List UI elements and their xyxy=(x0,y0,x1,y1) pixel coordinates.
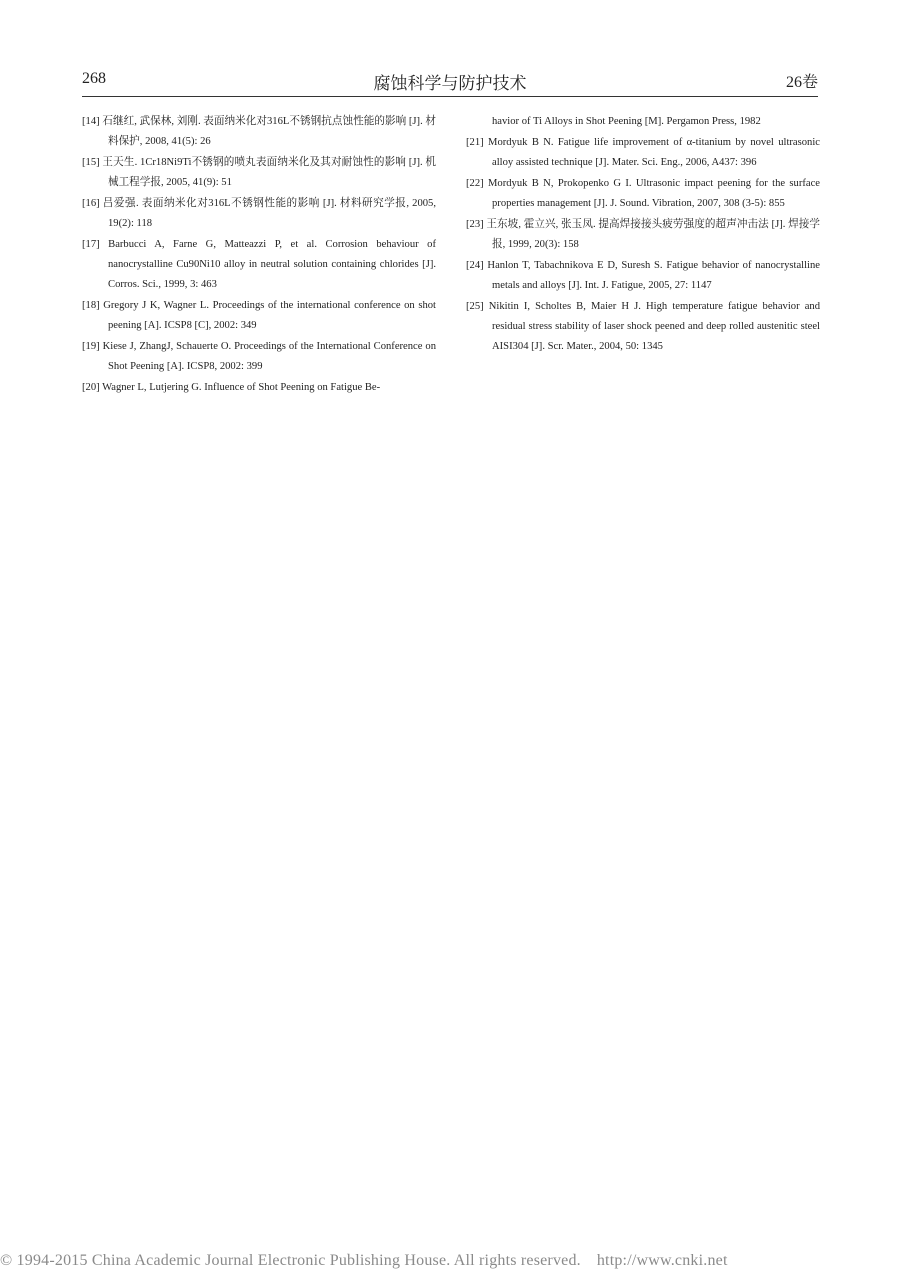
reference-25: [25] Nikitin I, Scholtes B, Maier H J. High temperature fatigue behavior and residual stress stability of laser shock peened and deep rolled austenitic steel AISI304 [J]. Scr. Mater., 2004, 50: 1345 xyxy=(466,301,820,352)
reference-24: [24] Hanlon T, Tabachnikova E D, Suresh S. Fatigue behavior of nanocrystalline metals and alloys [J]. Int. J. Fatigue, 2005, 27: 1147 xyxy=(466,260,820,291)
reference-14: [14] 石继红, 武保林, 刘刚. 表面纳米化对316L不锈钢抗点蚀性能的影响 [J]. 材料保护, 2008, 41(5): 26 xyxy=(82,116,436,147)
journal-title: 腐蚀科学与防护技术 xyxy=(373,74,527,93)
volume-label: 26卷 xyxy=(785,74,818,91)
reference-20: [20] Wagner L, Lutjering G. Influence of Shot Peening on Fatigue Be- xyxy=(82,382,381,393)
copyright-footer xyxy=(0,1252,900,1270)
reference-22: [22] Mordyuk B N, Prokopenko G I. Ultrasonic impact peening for the surface properties management [J]. J. Sound. Vibration, 2007, 308 (3-5): 855 xyxy=(466,178,820,209)
reference-18: [18] Gregory J K, Wagner L. Proceedings of the international conference on shot peening [A]. ICSP8 [C], 2002: 349 xyxy=(82,300,436,331)
footer-url: http://www.cnki.net xyxy=(596,1252,728,1269)
reference-23: [23] 王东坡, 霍立兴, 张玉凤. 提高焊接接头疲劳强度的超声冲击法 [J]. 焊接学报, 1999, 20(3): 158 xyxy=(466,219,820,250)
page-header xyxy=(82,66,818,97)
reference-20-continuation: havior of Ti Alloys in Shot Peening [M]. Pergamon Press, 1982 xyxy=(492,116,761,127)
reference-column-left xyxy=(82,112,436,399)
reference-column-right xyxy=(466,112,820,358)
reference-16: [16] 吕爱强. 表面纳米化对316L不锈钢性能的影响 [J]. 材料研究学报, 2005, 19(2): 118 xyxy=(82,198,436,229)
copyright-text: © 1994-2015 China Academic Journal Electronic Publishing House. All rights reserved. xyxy=(0,1252,581,1269)
reference-15: [15] 王天生. 1Cr18Ni9Ti不锈钢的喷丸表面纳米化及其对耐蚀性的影响 [J]. 机械工程学报, 2005, 41(9): 51 xyxy=(82,157,436,188)
reference-19: [19] Kiese J, ZhangJ, Schauerte O. Proceedings of the International Conference on Shot Peening [A]. ICSP8, 2002: 399 xyxy=(82,341,436,372)
reference-17: [17] Barbucci A, Farne G, Matteazzi P, et al. Corrosion behaviour of nanocrystalline Cu90Ni10 alloy in neutral solution containing chlorides [J]. Corros. Sci., 1999, 3: 463 xyxy=(82,239,436,290)
reference-21: [21] Mordyuk B N. Fatigue life improvement of α-titanium by novel ultrasonic alloy assisted technique [J]. Mater. Sci. Eng., 2006, A437: 396 xyxy=(466,137,820,168)
page-number: 268 xyxy=(82,70,106,87)
